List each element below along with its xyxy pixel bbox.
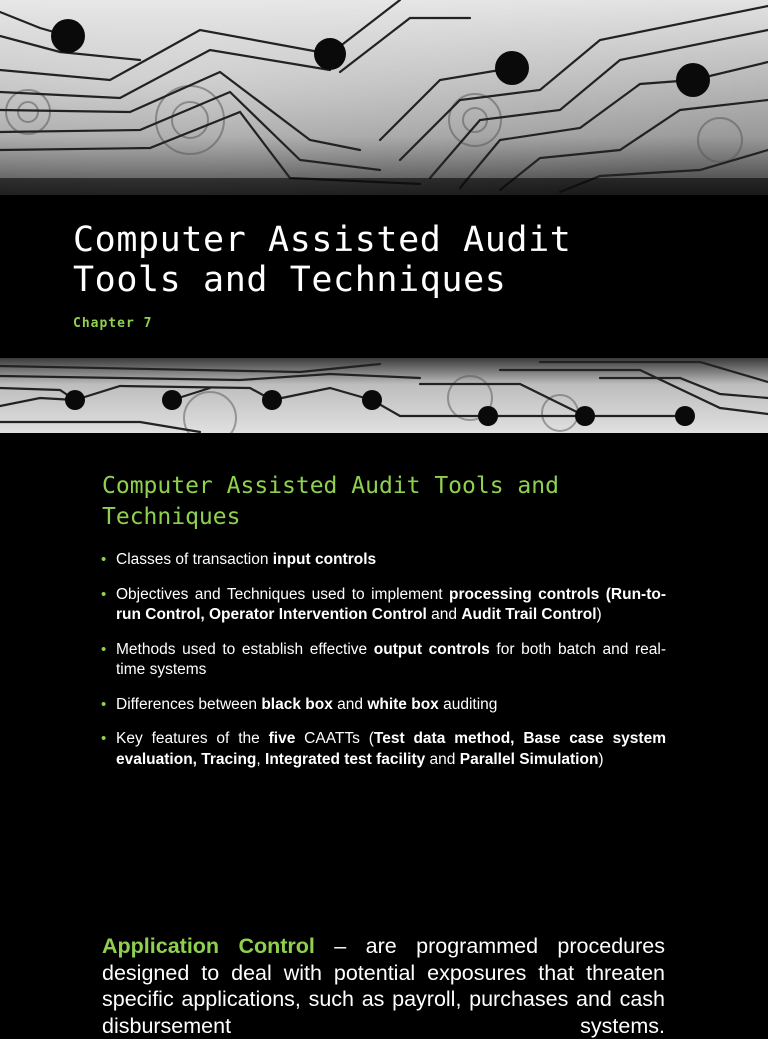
application-control-text: – are programmed procedures designed to deal with potential exposures that threaten specific applications, such as payroll, purchases and cash disbursement systems. bbox=[102, 934, 665, 1038]
slide-title bbox=[73, 220, 753, 300]
slide-subtitle: Chapter 7 bbox=[73, 316, 153, 331]
title-line-2: Tools and Techniques bbox=[73, 260, 507, 300]
circuit-board-image-bottom bbox=[0, 358, 768, 433]
circuit-board-image-top bbox=[0, 0, 768, 195]
title-slide bbox=[0, 0, 768, 433]
bullet-caatts: • Key features of the five CAATTs (Test data method, Base case system evaluation, Tracing, Integrated test facility and Parallel Simulation) bbox=[100, 729, 666, 770]
bullet-list bbox=[100, 550, 666, 784]
bullet-processing-controls: • Objectives and Techniques used to implement processing controls (Run-to-run Control, Operator Intervention Control and Audit Trail Control) bbox=[100, 585, 666, 626]
bullet-box-auditing: • Differences between black box and white box auditing bbox=[100, 695, 666, 716]
objectives-slide bbox=[0, 433, 768, 1038]
bullet-output-controls: • Methods used to establish effective output controls for both batch and real-time systems bbox=[100, 640, 666, 681]
slide-heading: Computer Assisted Audit Tools and Techniques bbox=[102, 473, 559, 530]
bullet-input-controls: • Classes of transaction input controls bbox=[100, 550, 666, 571]
application-control-term: Application Control bbox=[102, 934, 315, 958]
title-line-1: Computer Assisted Audit bbox=[73, 220, 572, 260]
application-control-definition bbox=[102, 933, 665, 1039]
